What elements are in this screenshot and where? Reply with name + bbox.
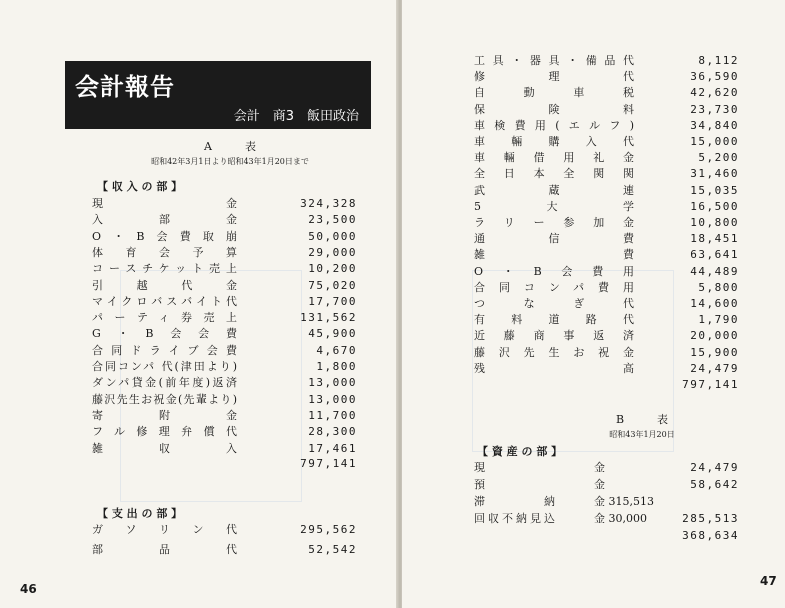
ledger-row: [474, 69, 739, 85]
ledger-row: [92, 261, 357, 277]
ledger-row: [474, 53, 739, 69]
row-amount: 24,479: [690, 361, 739, 375]
income-total: 797,141: [300, 457, 357, 470]
b-date-text: 昭和43年1月20日: [609, 430, 675, 439]
right-page: [402, 0, 785, 608]
income-total-row: [92, 456, 357, 472]
row-label: パーティ券売上: [92, 311, 237, 325]
ledger-row: [474, 247, 739, 263]
row-label: 修理代: [474, 70, 634, 84]
ledger-row: [474, 118, 739, 134]
row-amount: 23,500: [308, 213, 357, 227]
row-amount: 8,112: [698, 54, 739, 67]
income-heading: 【 収 入 の 部 】: [97, 180, 183, 193]
row-label: 有料道路代: [474, 313, 634, 327]
row-label: ダンパ貸金(前年度)返済: [92, 376, 237, 390]
ledger-row: [474, 280, 739, 296]
asset-label: 滞 納: [474, 495, 558, 508]
row-amount: 5,200: [698, 151, 739, 165]
row-amount: 20,000: [690, 329, 739, 343]
ledger-row: [92, 245, 357, 261]
period-text: 昭和42年3月1日より昭和43年1月20日まで: [151, 157, 309, 166]
row-label: 藤沢先生お祝金: [474, 345, 634, 359]
row-amount: 10,200: [308, 262, 357, 276]
asset-mid: 金 30,000: [594, 512, 647, 525]
row-label: O・B会費用: [474, 264, 634, 278]
row-label: マイクロバスバイト代: [92, 294, 237, 308]
row-label: 車輛購入代: [474, 135, 634, 148]
expense-heading: 【 支 出 の 部 】: [97, 507, 183, 520]
row-label: 5大学: [474, 199, 634, 213]
ledger-row: [474, 183, 739, 199]
ledger-row: [474, 345, 739, 361]
assets-total-row: [474, 528, 739, 544]
row-label: 入部金: [92, 213, 237, 227]
ledger-row: [474, 85, 739, 101]
ledger-row: [474, 361, 739, 377]
ledger-row: [92, 310, 357, 326]
row-label: 雑費: [474, 248, 634, 262]
asset-label: 預: [474, 478, 485, 491]
row-amount: 15,035: [690, 183, 739, 197]
row-amount: 15,900: [690, 345, 739, 359]
assets-total: 368,634: [682, 529, 739, 542]
asset-label: 現: [474, 461, 485, 474]
row-amount: 5,800: [698, 280, 739, 294]
row-amount: 1,800: [316, 360, 357, 373]
ledger-row: [92, 424, 357, 440]
ledger-row: [474, 134, 739, 150]
asset-row: [474, 477, 739, 493]
row-amount: 34,840: [690, 118, 739, 132]
row-label: 車輛借用礼金: [474, 151, 634, 165]
asset-amount: 58,642: [690, 478, 739, 491]
ledger-row: [92, 278, 357, 294]
expense-total: 797,141: [682, 378, 739, 391]
row-label: 工具・器具・備品代: [474, 54, 634, 67]
asset-amount: 24,479: [690, 461, 739, 474]
row-label: 近藤商事返済: [474, 329, 634, 343]
expense-total-row: [474, 377, 739, 393]
row-amount: 13,000: [308, 392, 357, 406]
row-amount: 36,590: [690, 70, 739, 84]
asset-row: [474, 460, 739, 476]
row-label: 全日本全関関: [474, 167, 634, 181]
row-label: 残高: [474, 361, 634, 375]
row-label: 現金: [92, 197, 237, 210]
row-amount: 75,020: [308, 278, 357, 292]
ledger-row: [474, 102, 739, 118]
row-label: 部品代: [92, 543, 237, 556]
ledger-row: [474, 328, 739, 344]
row-amount: 45,900: [308, 327, 357, 341]
row-amount: 324,328: [300, 197, 357, 210]
row-amount: 28,300: [308, 425, 357, 439]
row-amount: 17,461: [308, 441, 357, 455]
ledger-row: [92, 294, 357, 310]
ledger-row: [474, 215, 739, 231]
asset-row: [474, 494, 739, 510]
row-amount: 31,460: [690, 167, 739, 181]
row-amount: 15,000: [690, 135, 739, 148]
row-label: 車検費用(エルフ): [474, 118, 634, 132]
row-amount: 295,562: [300, 523, 357, 536]
report-title: 会計報告: [75, 72, 175, 101]
ledger-row: [92, 326, 357, 342]
row-label: 武蔵連: [474, 183, 634, 197]
ledger-row: [92, 441, 357, 457]
row-amount: 52,542: [308, 543, 357, 556]
ledger-row: [92, 522, 357, 538]
ledger-row: [92, 196, 357, 212]
row-amount: 17,700: [308, 294, 357, 308]
ledger-row: [92, 359, 357, 375]
row-label: 藤沢先生お祝金(先輩より): [92, 392, 237, 406]
page-number-right: 47: [760, 574, 777, 588]
ledger-row: [92, 392, 357, 408]
row-label: 合同コンパ 代(津田より): [92, 360, 237, 373]
row-amount: 23,730: [690, 102, 739, 116]
table-b-label: B 表: [615, 413, 669, 426]
row-amount: 50,000: [308, 229, 357, 243]
row-label: 自動車税: [474, 86, 634, 100]
asset-mid: 金: [594, 478, 605, 491]
report-header: [65, 61, 371, 129]
report-author: 会計 商3 飯田政治: [233, 109, 359, 124]
row-amount: 44,489: [690, 264, 739, 278]
asset-amount: 285,513: [682, 512, 739, 525]
row-amount: 18,451: [690, 232, 739, 246]
row-label: 保険料: [474, 102, 634, 116]
ledger-row: [474, 166, 739, 182]
row-label: 合同コンパ費用: [474, 280, 634, 294]
ledger-row: [92, 408, 357, 424]
row-label: 合同ドライブ会費: [92, 343, 237, 357]
row-amount: 10,800: [690, 216, 739, 229]
row-amount: 13,000: [308, 376, 357, 390]
ledger-row: [92, 375, 357, 391]
row-amount: 11,700: [308, 408, 357, 422]
row-amount: 14,600: [690, 297, 739, 310]
row-label: G・B会会費: [92, 327, 237, 341]
ledger-row: [474, 296, 739, 312]
row-label: ガソリン代: [92, 523, 237, 536]
row-amount: 1,790: [698, 313, 739, 327]
ledger-row: [92, 343, 357, 359]
row-amount: 63,641: [690, 248, 739, 262]
row-amount: 131,562: [300, 311, 357, 325]
table-a-label: A 表: [204, 140, 256, 153]
ledger-row: [474, 264, 739, 280]
assets-heading: 【 資 産 の 部 】: [477, 445, 563, 458]
ledger-row: [92, 542, 357, 558]
row-amount: 29,000: [308, 245, 357, 259]
row-label: 通信費: [474, 232, 634, 246]
row-label: 雑収入: [92, 441, 237, 455]
row-label: 体育会予算: [92, 245, 237, 259]
row-label: フル修理弁償代: [92, 425, 237, 439]
ledger-row: [474, 199, 739, 215]
row-label: コースチケット売上: [92, 262, 237, 276]
asset-label: 回収不納見込: [474, 512, 558, 525]
ledger-row: [474, 231, 739, 247]
ledger-row: [474, 150, 739, 166]
ledger-row: [474, 312, 739, 328]
row-label: 寄附金: [92, 408, 237, 422]
row-label: つなぎ代: [474, 297, 634, 310]
ledger-row: [92, 212, 357, 228]
page-number-left: 46: [20, 582, 37, 596]
row-label: O・B会費取崩: [92, 229, 237, 243]
ledger-row: [92, 229, 357, 245]
row-amount: 42,620: [690, 86, 739, 100]
row-amount: 4,670: [316, 343, 357, 357]
row-label: ラリー参加金: [474, 216, 634, 229]
row-amount: 16,500: [690, 199, 739, 213]
asset-row: [474, 511, 739, 527]
asset-mid: 金: [594, 461, 605, 474]
asset-mid: 金 315,513: [594, 495, 654, 508]
row-label: 引越代金: [92, 278, 237, 292]
